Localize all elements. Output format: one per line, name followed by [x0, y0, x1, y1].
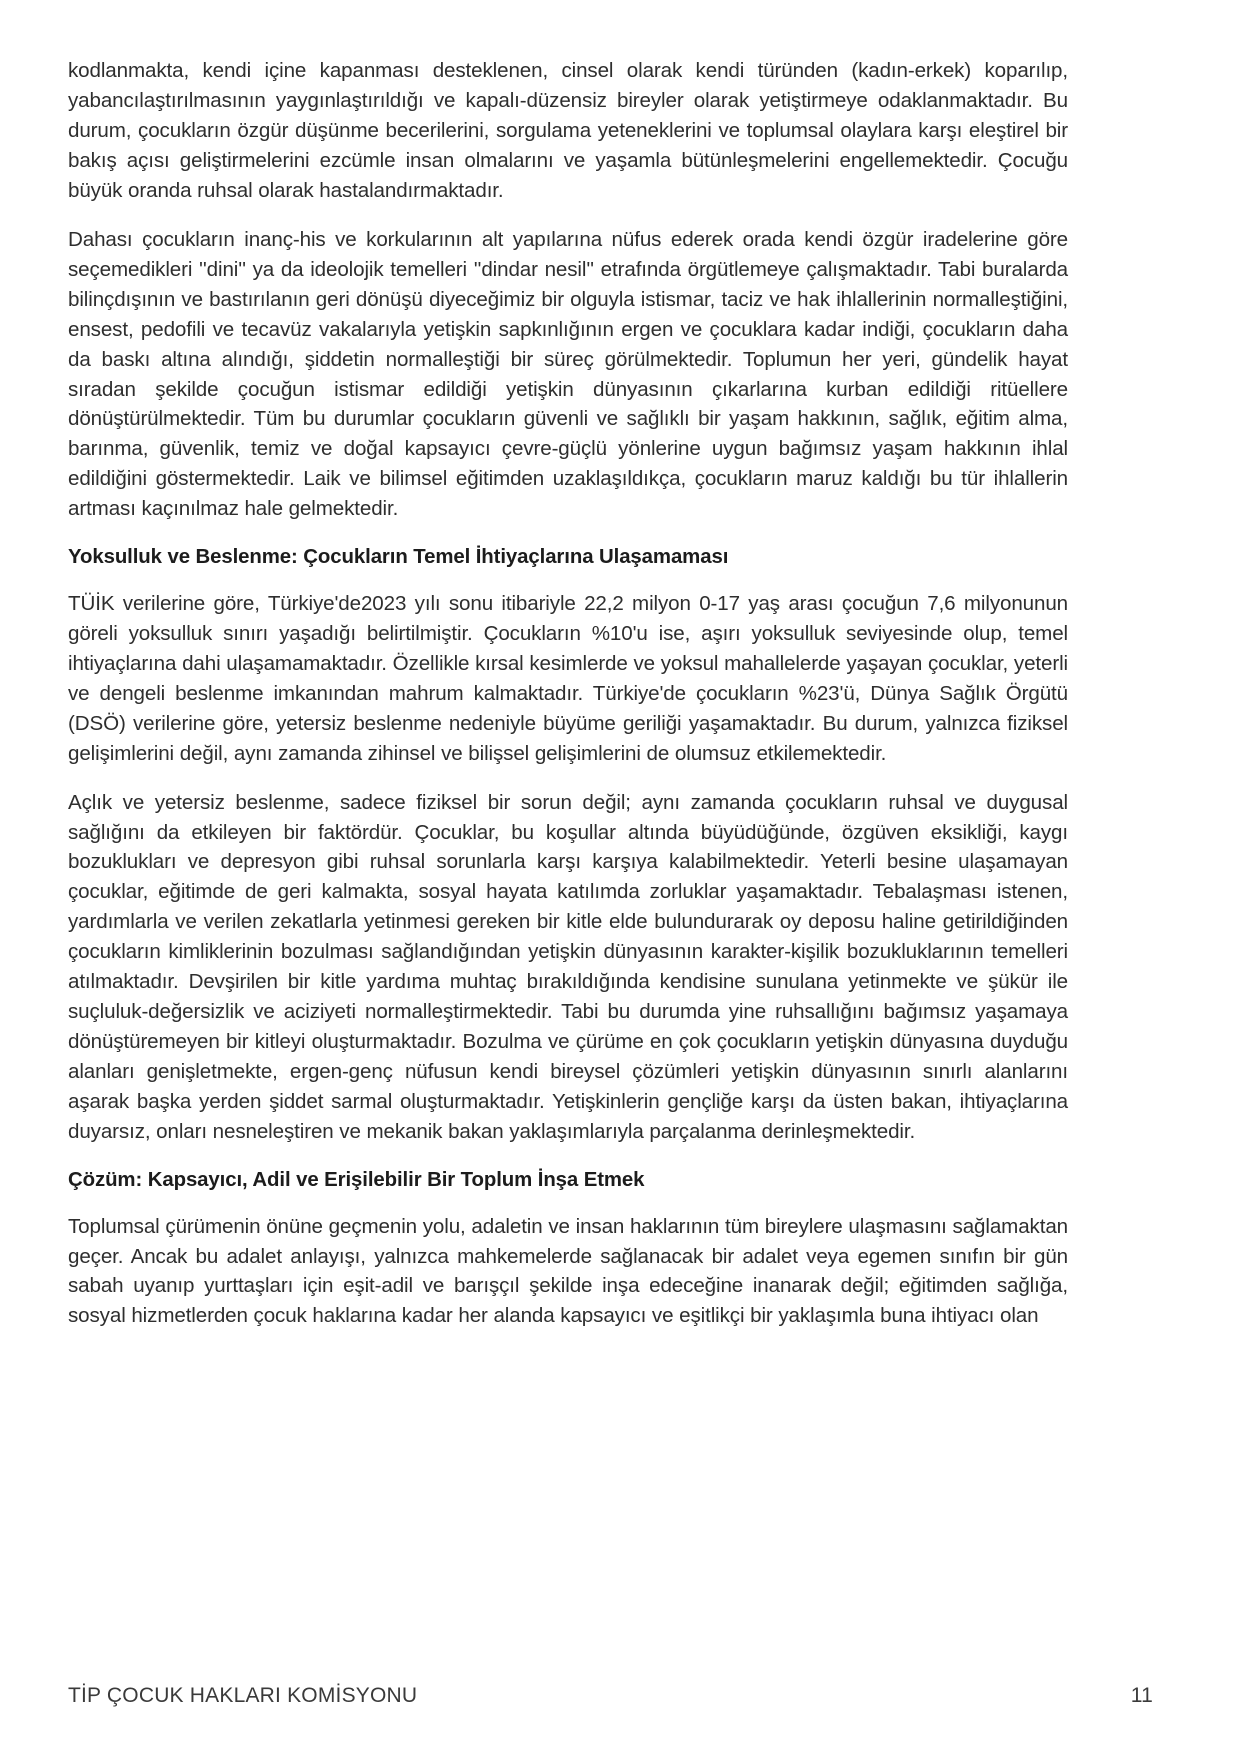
paragraph-social-justice: Toplumsal çürümenin önüne geçmenin yolu, adaletin ve insan haklarının tüm bireylere ulaşmasını sağlamaktan geçer. Ancak bu adalet anlayışı, yalnızca mahkemelerde sağlanacak bir adalet veya egemen sınıfın bir gün sabah uyanıp yurttaşları için eşit-adil ve barışçıl şekilde inşa edeceğine inanarak değil; eğitimden sağlığa, sosyal hizmetlerden çocuk haklarına kadar her alanda kapsayıcı ve eşitlikçi bir yaklaşımla buna ihtiyacı olan [68, 1214, 1068, 1328]
paragraph-continuation: kodlanmakta, kendi içine kapanması desteklenen, cinsel olarak kendi türünden (kadın-erkek) koparılıp, yabancılaştırılmasının yaygınlaştırıldığı ve kapalı-düzensiz bireyler olarak yetiştirmeye odaklanmaktadır. Bu durum, çocukların özgür düşünme becerilerini, sorgulama yeteneklerini ve toplumsal olaylara karşı eleştirel bir bakış açısı geliştirmelerini ezcümle insan olmalarını ve yaşamla bütünleşmelerini engellemektedir. Çocuğu büyük oranda ruhsal olarak hastalandırmaktadır. [68, 59, 1068, 202]
heading-poverty-nutrition: Yoksulluk ve Beslenme: Çocukların Temel İhtiyaçlarına Ulaşamaması [68, 546, 729, 569]
paragraph-tuik-statistics: TÜİK verilerine göre, Türkiye'de2023 yılı sonu itibariyle 22,2 milyon 0-17 yaş arası çocuğun 7,6 milyonunun göreli yoksulluk sınırı yaşadığı belirtilmiştir. Çocukların %10'u ise, aşırı yoksulluk seviyesinde olup, temel ihtiyaçlarına dahi ulaşamamaktadır. Özellikle kırsal kesimlerde ve yoksul mahallelerde yaşayan çocuklar, yeterli ve dengeli beslenme imkanından mahrum kalmaktadır. Türkiye'de çocukların %23'ü, Dünya Sağlık Örgütü (DSÖ) verilerine göre, yetersiz beslenme nedeniyle büyüme geriliği yaşamaktadır. Bu durum, yalnızca fiziksel gelişimlerini değil, aynı zamanda zihinsel ve bilişsel gelişimlerini de olumsuz etkilemektedir. [68, 591, 1068, 765]
footer-page-number: 11 [1130, 1683, 1153, 1707]
paragraph-religious-ideological: Dahası çocukların inanç-his ve korkularının alt yapılarına nüfus ederek orada kendi özgür iradelerine göre seçemedikleri ''dini'' ya da ideolojik temelleri ''dindar nesil'' etrafında örgütlemeye çalışmaktadır. Tabi buralarda bilinçdışının ve bastırılanın geri dönüşü diyeceğimiz bir olguyla istismar, taciz ve hak ihlallerinin normalleştiğini, ensest, pedofili ve tecavüz vakalarıyla yetişkin sapkınlığının ergen ve çocuklara kadar indiği, çocukların daha da baskı altına alındığı, şiddetin normalleştiği bir süreç görülmektedir. Toplumun her yeri, gündelik hayat sıradan şekilde çocuğun istismar edildiği yetişkin dünyasının çıkarlarına kurban edildiği ritüellere dönüştürülmektedir. Tüm bu durumlar çocukların güvenli ve sağlıklı bir yaşam hakkının, sağlık, eğitim alma, barınma, güvenlik, temiz ve doğal kapsayıcı çevre-güçlü yönlerine uygun bağımsız yaşam hakkının ihlal edildiğini göstermektedir. Laik ve bilimsel eğitimden uzaklaşıldıkça, çocukların maruz kaldığı bu tür ihlallerin artması kaçınılmaz hale gelmektedir. [68, 227, 1068, 521]
paragraph-hunger-malnutrition: Açlık ve yetersiz beslenme, sadece fiziksel bir sorun değil; aynı zamanda çocukların ruhsal ve duygusal sağlığını da etkileyen bir faktördür. Çocuklar, bu koşullar altında büyüdüğünde, özgüven eksikliği, kaygı bozuklukları ve depresyon gibi ruhsal sorunlarla karşı karşıya kalabilmektedir. Yeterli besine ulaşamayan çocuklar, eğitimde de geri kalmakta, sosyal hayata katılımda zorluklar yaşamaktadır. Tebalaşması istenen, yardımlarla ve verilen zekatlarla yetinmesi gereken bir kitle elde bulundurarak oy deposu haline getirildiğinden çocukların kimliklerinin bozulması sağlandığından yetişkin dünyasının karakter-kişilik bozukluklarının temelleri atılmaktadır. Devşirilen bir kitle yardıma muhtaç bırakıldığında kendisine sunulana yetinmekte ve şükür ile suçluluk-değersizlik ve aciziyeti normalleştirmektedir. Tabi bu durumda yine ruhsallığını bağımsız yaşamaya dönüştüremeyen bir kitleyi oluşturmaktadır. Bozulma ve çürüme en çok çocukların yetişkin dünyasına duyduğu alanları genişletmekte, ergen-genç nüfusun kendi bireysel çözümleri yetişkin dünyasının sınırlı alanlarını aşarak başka yerden şiddet sarmal oluşturmaktadır. Yetişkinlerin gençliğe karşı da üsten bakan, ihtiyaçlarına duyarsız, onları nesneleştiren ve mekanik bakan yaklaşımlarıyla parçalanma derinleşmektedir. [68, 790, 1068, 1144]
page-content [68, 56, 1068, 1331]
heading-solution: Çözüm: Kapsayıcı, Adil ve Erişilebilir Bir Toplum İnşa Etmek [68, 1169, 645, 1192]
footer-organization-name: TİP ÇOCUK HAKLARI KOMİSYONU [68, 1683, 418, 1707]
page-footer [68, 1683, 1153, 1708]
